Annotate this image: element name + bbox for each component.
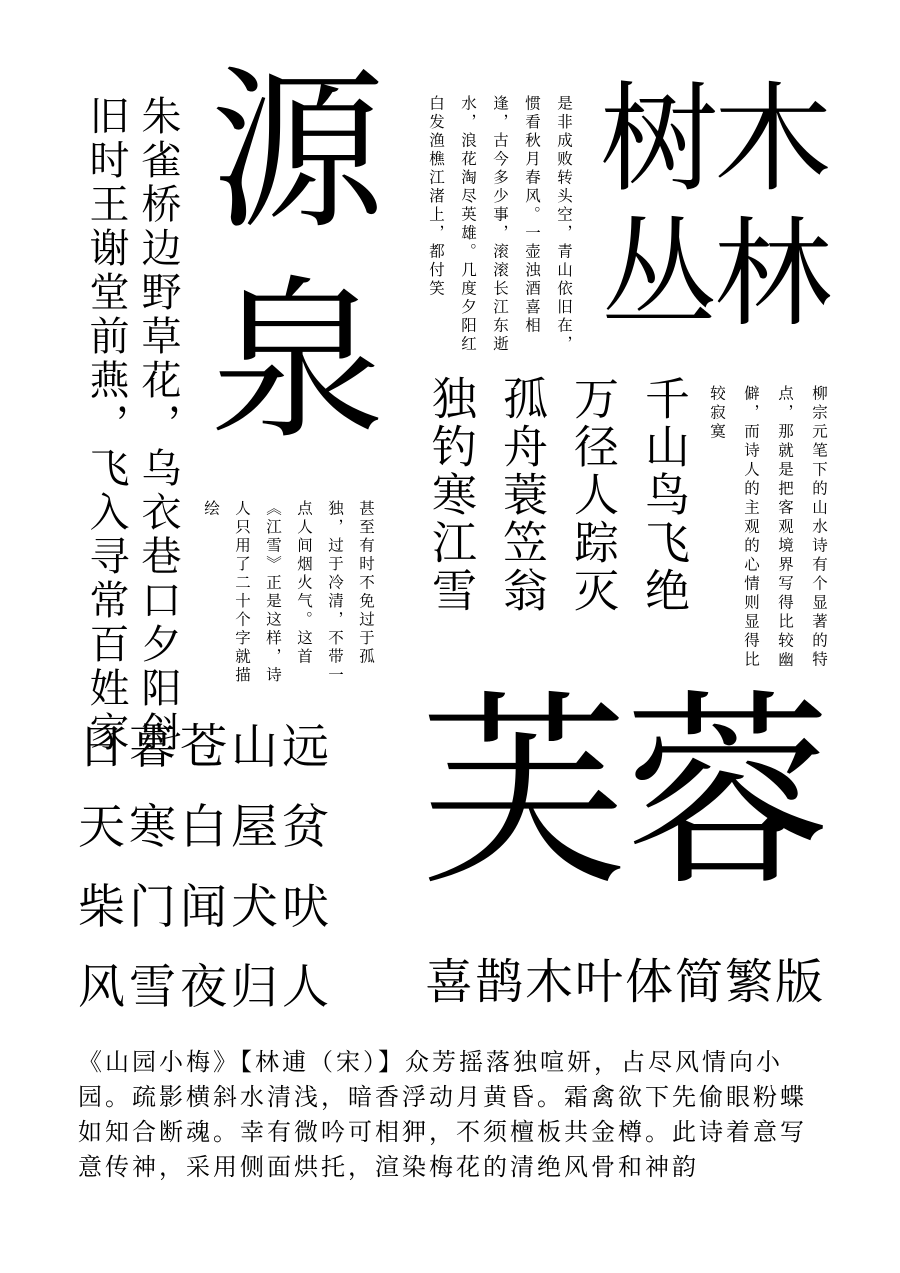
poem-wuyixiang-line-2: 旧时王谢堂前燕，飞入寻常百姓家 [83, 95, 129, 755]
poem-furongshan-line-3: 柴门闻犬吠 [78, 880, 333, 935]
big-character-yuan: 源 [210, 51, 385, 254]
poem-wuyixiang-line-1: 朱雀桥边野草花，乌衣巷口夕阳斜 [135, 95, 181, 755]
poem-furongshan-line-4: 风雪夜归人 [78, 960, 333, 1015]
poem-furongshan [78, 708, 333, 1028]
poem-jiangxue [415, 375, 699, 695]
poem-jiangxue-line-3: 孤舟蓑笠翁 [495, 375, 548, 615]
big-word-furong: 芙蓉 [420, 673, 828, 915]
poem-furongshan-line-2: 天寒白屋贫 [78, 800, 333, 855]
poem-furongshan-line-1: 日暮苍山远 [78, 720, 333, 775]
poem-jiangxue-line-2: 万径人踪灭 [566, 375, 619, 615]
liu-commentary-text: 柳宗元笔下的山水诗有个显著的特点，那就是把客观境界写得比较幽僻，而诗人的主观的心情则显得比较寂寞 [708, 385, 828, 670]
jiangxue-commentary-text: 甚至有时不免过于孤独，过于冷清，不带一点人间烟火气。这首《江雪》正是这样，诗人只用了二十个字就描绘 [202, 500, 375, 685]
shanyuan-xiaomei-paragraph: 《山园小梅》【林逋（宋）】众芳摇落独喧妍，占尽风情向小园。疏影横斜水清浅，暗香浮动月黄昏。霜禽欲下先偷眼粉蝶如知合断魂。幸有微吟可相狎，不须檀板共金樽。此诗着意写意传神，采用侧面烘托，渲染梅花的清绝风骨和神韵 [78, 1048, 807, 1181]
linjiangxian-text: 是非成败转头空，青山依旧在，惯看秋月春风。一壶浊酒喜相逢，古今多少事，滚滚长江东逝水，浪花淘尽英雄。几度夕阳红白发渔樵江渚上，都付笑 [427, 95, 573, 354]
font-name-title: 喜鹊木叶体简繁版 [425, 954, 826, 1010]
poem-jiangxue-line-1: 千山鸟飞绝 [637, 375, 690, 615]
poem-wuyixiang [80, 95, 184, 755]
big-word-shumu: 树木 [600, 70, 829, 208]
big-word-conglin: 丛林 [600, 205, 829, 343]
big-character-quan: 泉 [210, 261, 385, 464]
poem-jiangxue-line-4: 独钓寒江雪 [424, 375, 477, 615]
